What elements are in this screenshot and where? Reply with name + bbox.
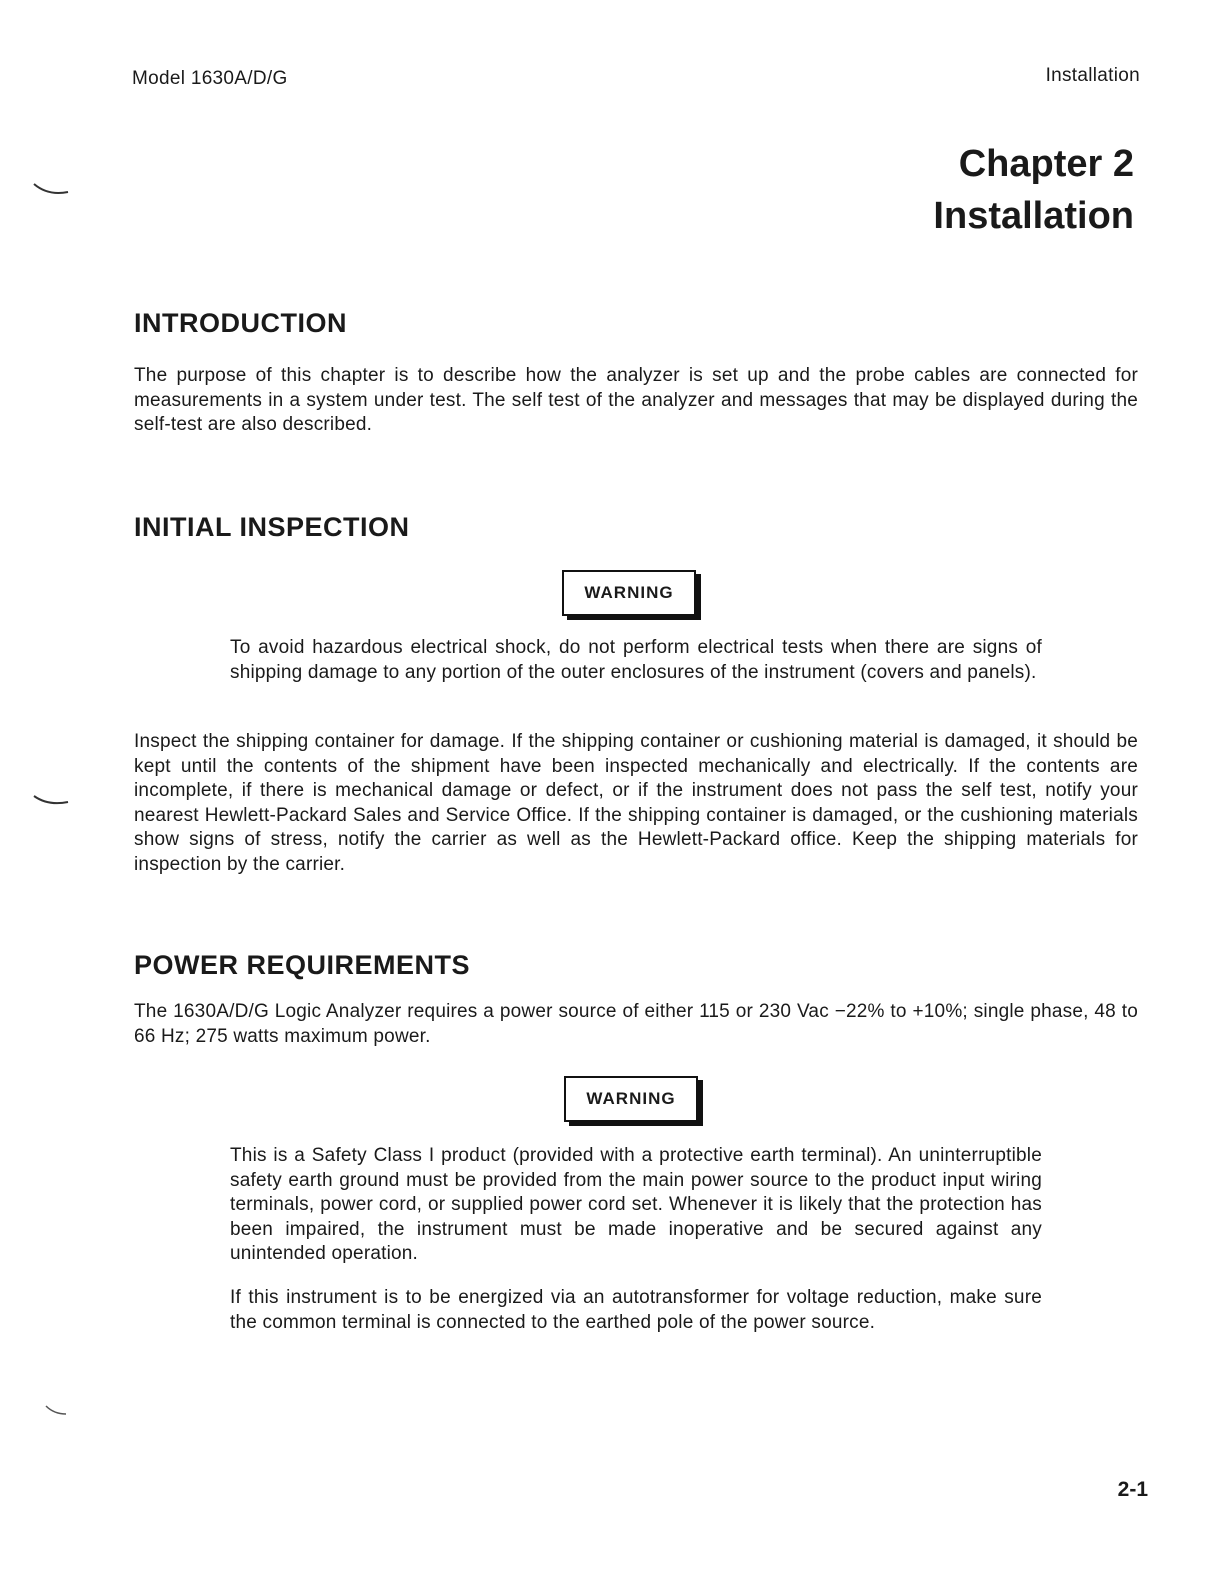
- power-warning-text-autotransformer: If this instrument is to be energized via an autotransformer for voltage reduction, make sure the common terminal is connected to the earthed pole of the power source.: [230, 1287, 1042, 1333]
- initial-inspection-heading: INITIAL INSPECTION: [134, 512, 410, 542]
- running-header-section: Installation: [1045, 65, 1140, 86]
- chapter-title-block: [933, 138, 1134, 242]
- chapter-title: Installation: [933, 195, 1134, 237]
- introduction-paragraph: The purpose of this chapter is to describe how the analyzer is set up and the probe cables are connected for measurements in a system under test. The self test of the analyzer and messages that may be displayed during the self-test are also described.: [134, 365, 1138, 435]
- power-requirements-paragraph: The 1630A/D/G Logic Analyzer requires a power source of either 115 or 230 Vac −22% to +10%; single phase, 48 to 66 Hz; 275 watts maximum power.: [134, 1001, 1138, 1047]
- binder-hole-mark-bottom: [32, 1402, 72, 1422]
- binder-hole-mark-top: [32, 180, 72, 200]
- power-requirements-heading: POWER REQUIREMENTS: [134, 950, 471, 980]
- page-number: 2-1: [1117, 1478, 1148, 1501]
- warning-label-inspection: WARNING: [562, 570, 696, 616]
- introduction-heading: INTRODUCTION: [134, 308, 347, 338]
- running-header-model: Model 1630A/D/G: [132, 68, 288, 89]
- warning-label-power: WARNING: [564, 1076, 698, 1122]
- inspection-paragraph: Inspect the shipping container for damage. If the shipping container or cushioning material is damaged, it should be kept until the contents of the shipment have been inspected mechanically and electrically. If the contents are incomplete, if there is mechanical damage or defect, or if the instrument does not pass the self test, notify your nearest Hewlett-Packard Sales and Service Office. If the shipping container is damaged, or the cushioning materials show signs of stress, notify the carrier as well as the Hewlett-Packard office. Keep the shipping materials for inspection by the carrier.: [134, 731, 1138, 875]
- power-warning-text-safety-class: This is a Safety Class I product (provided with a protective earth terminal). An uninterruptible safety earth ground must be provided from the main power source to the product input wiring terminals, power cord, or supplied power cord set. Whenever it is likely that the protection has been impaired, the instrument must be made inoperative and be secured against any unintended operation.: [230, 1145, 1042, 1264]
- chapter-number: Chapter 2: [958, 143, 1134, 185]
- binder-hole-mark-middle: [32, 792, 72, 812]
- inspection-warning-text: To avoid hazardous electrical shock, do not perform electrical tests when there are signs of shipping damage to any portion of the outer enclosures of the instrument (covers and panels).: [230, 637, 1042, 683]
